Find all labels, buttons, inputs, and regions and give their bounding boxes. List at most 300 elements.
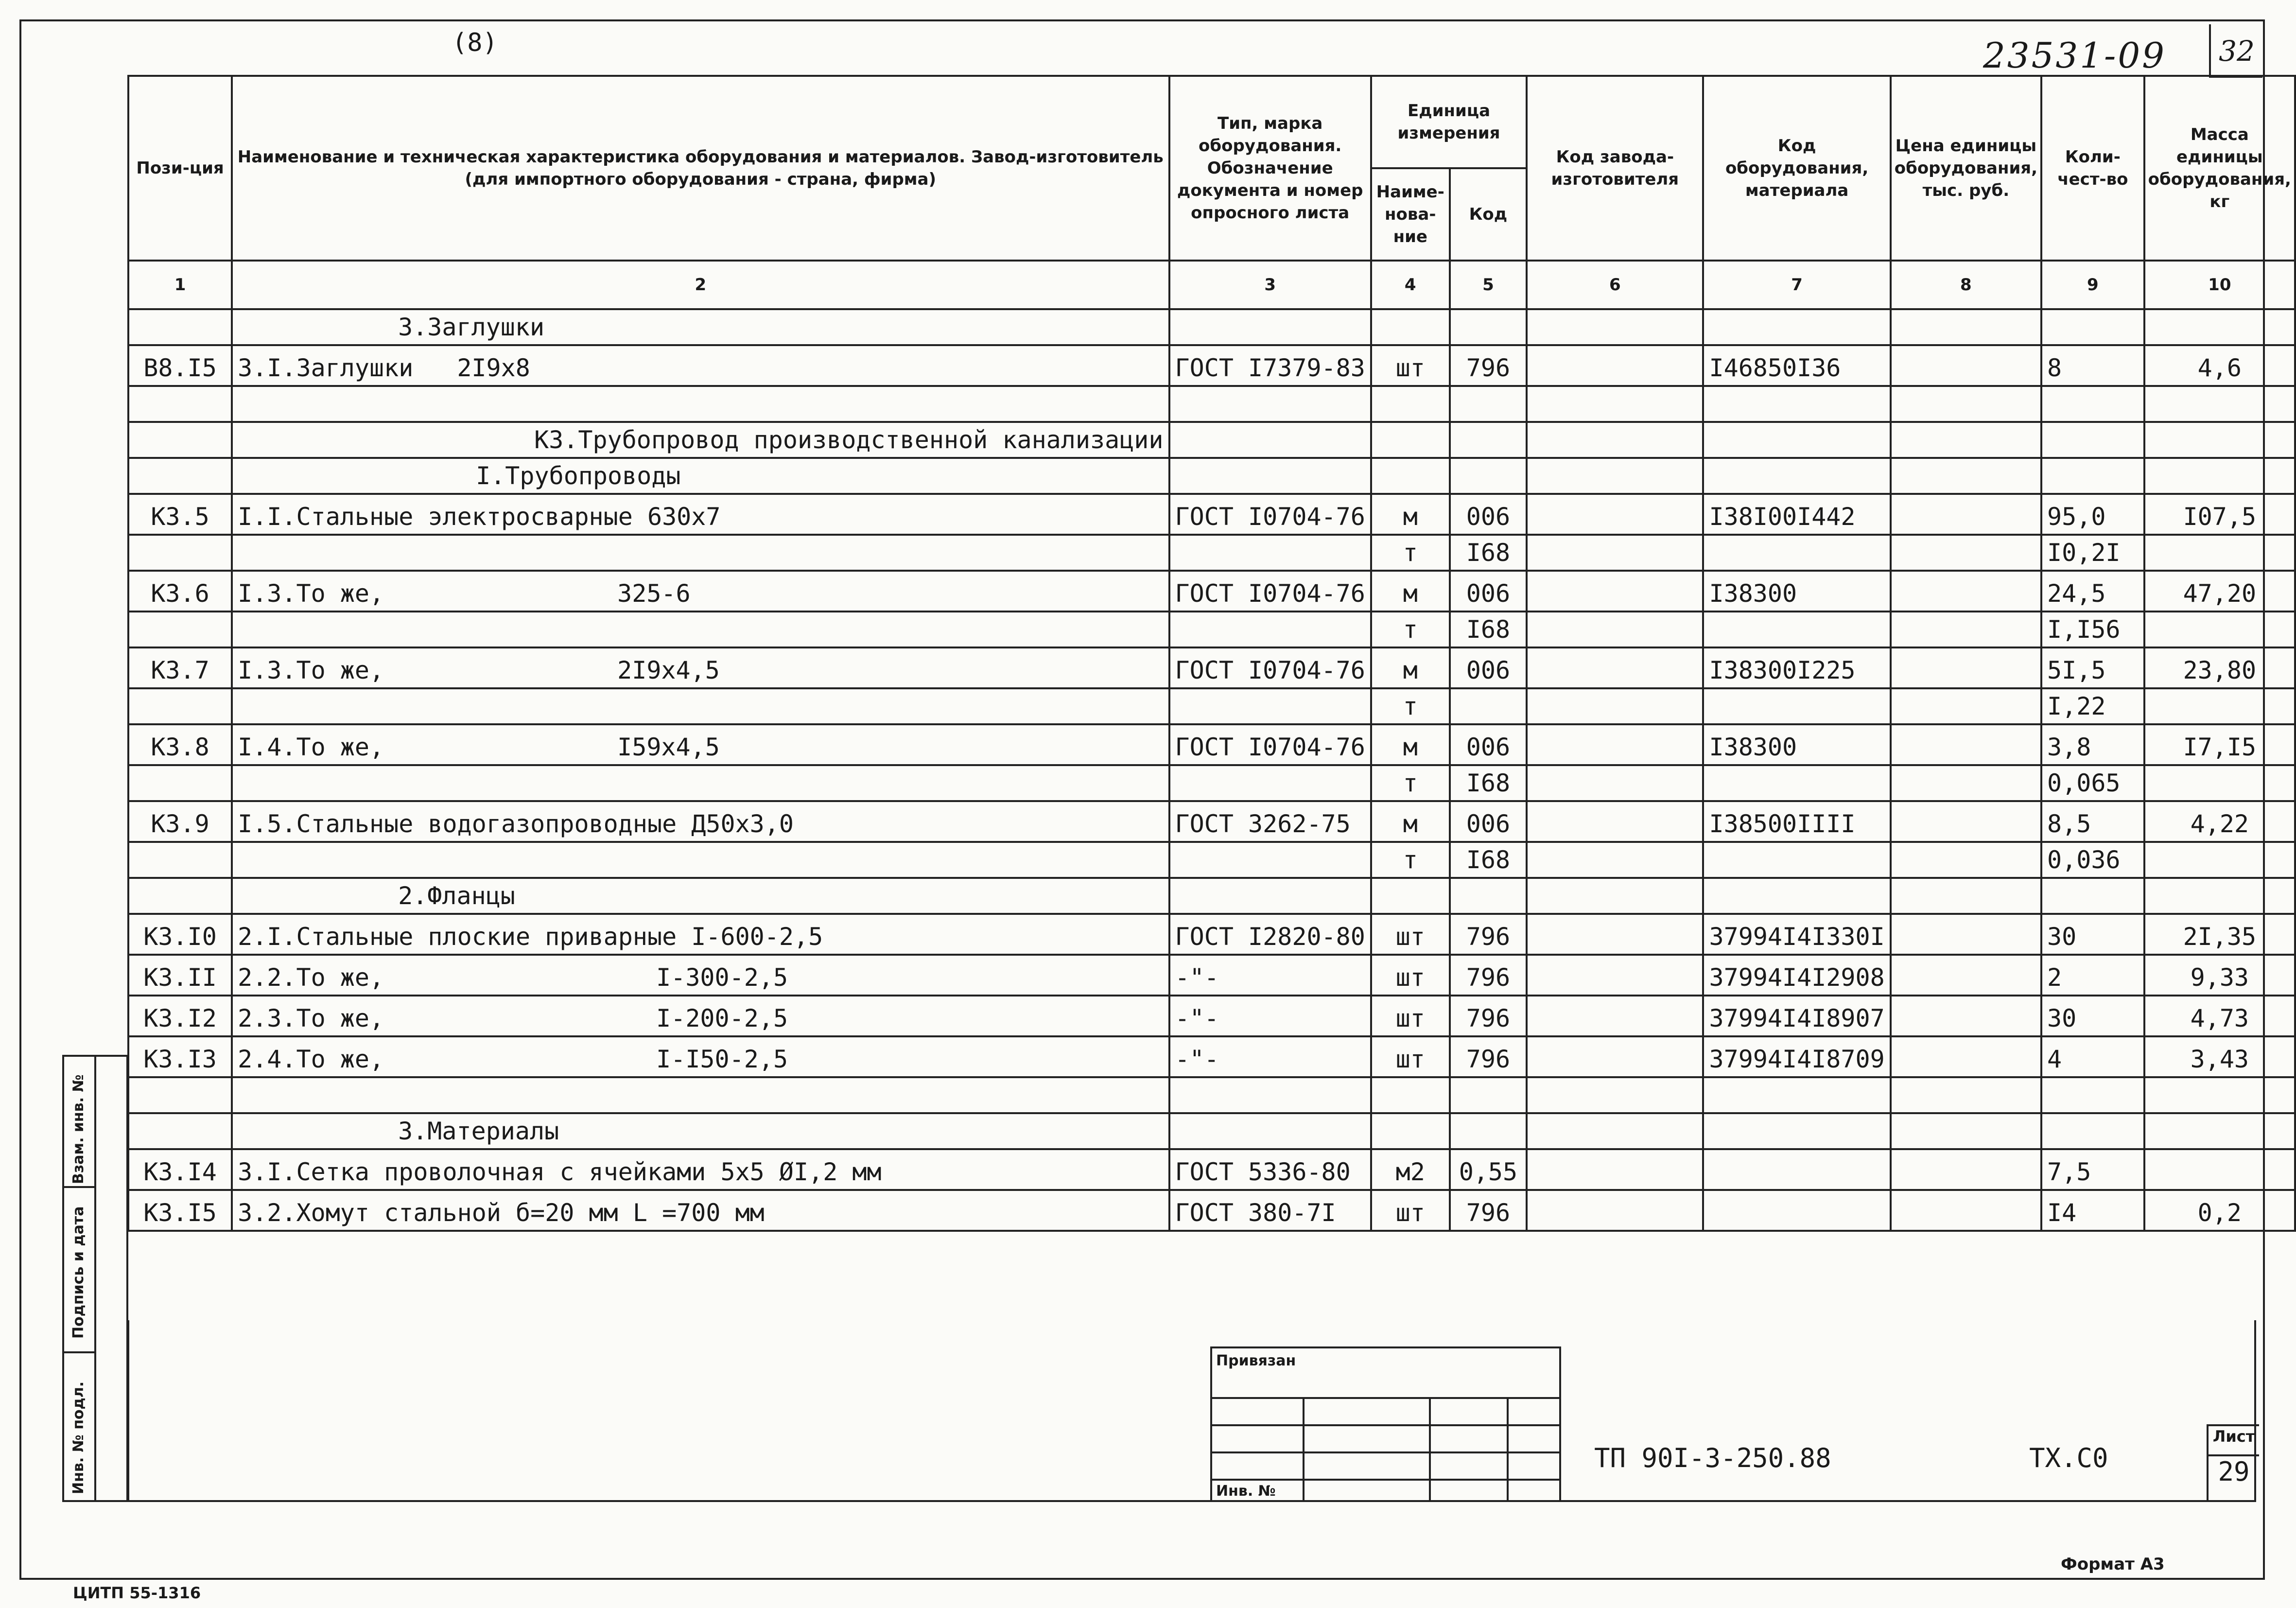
- col-header-factory-code: Код завода-изготовителя: [1527, 76, 1703, 261]
- table-row: [128, 345, 2295, 386]
- empty-cell: [2041, 1113, 2144, 1149]
- empty-cell: [1527, 878, 1703, 914]
- position-cell: К3.I2: [128, 996, 232, 1036]
- price-cell: [1891, 765, 2041, 801]
- col-number: 8: [1891, 261, 2041, 309]
- type-cell: ГОСТ I0704-76: [1169, 647, 1371, 688]
- empty-cell: [1891, 422, 2041, 458]
- empty-cell: [1703, 386, 1890, 422]
- position-cell: В8.I5: [128, 345, 232, 386]
- empty-cell: [2041, 386, 2144, 422]
- empty-cell: [1169, 309, 1371, 345]
- type-cell: -"-: [1169, 955, 1371, 996]
- position-cell: [128, 535, 232, 571]
- unit-name-cell: т: [1371, 842, 1450, 878]
- col-number: 4: [1371, 261, 1450, 309]
- empty-cell: [2041, 458, 2144, 494]
- sheet-label: Лист: [2209, 1427, 2259, 1456]
- price-cell: [1891, 1149, 2041, 1190]
- mass-cell: 3,43: [2144, 1036, 2295, 1077]
- unit-code-cell: I68: [1450, 612, 1527, 647]
- empty-cell: [1891, 878, 2041, 914]
- empty-cell: [1891, 1077, 2041, 1113]
- table-row: [128, 386, 2295, 422]
- table-row: [128, 1149, 2295, 1190]
- col-header-mass: Масса единицы оборудования, кг: [2144, 76, 2295, 261]
- position-cell: К3.I0: [128, 914, 232, 955]
- empty-cell: [1527, 1113, 1703, 1149]
- material-code-cell: [1703, 535, 1890, 571]
- section-heading: I.Трубопроводы: [232, 458, 1169, 494]
- col-header-material-code: Код оборудования, материала: [1703, 76, 1890, 261]
- unit-name-cell: т: [1371, 688, 1450, 724]
- position-cell: [128, 612, 232, 647]
- label-inv-original: Инв. № подл.: [70, 1381, 87, 1494]
- col-header-unit-name: Наиме-нова-ние: [1371, 168, 1450, 261]
- empty-cell: [1371, 458, 1450, 494]
- empty-cell: [2144, 458, 2295, 494]
- price-cell: [1891, 345, 2041, 386]
- section-heading: 3.Материалы: [232, 1113, 1169, 1149]
- quantity-cell: I4: [2041, 1190, 2144, 1231]
- quantity-cell: 8,5: [2041, 801, 2144, 842]
- empty-cell: [232, 386, 1169, 422]
- quantity-cell: 2: [2041, 955, 2144, 996]
- mass-cell: [2144, 688, 2295, 724]
- strip-divider: [94, 1057, 96, 1500]
- name-cell: [232, 801, 1169, 842]
- item-size: 325-6: [617, 579, 691, 608]
- col-number: 5: [1450, 261, 1527, 309]
- col-number: 6: [1527, 261, 1703, 309]
- empty-cell: [128, 1077, 232, 1113]
- quantity-cell: 30: [2041, 996, 2144, 1036]
- price-cell: [1891, 724, 2041, 765]
- empty-cell: [1450, 458, 1527, 494]
- quantity-cell: 30: [2041, 914, 2144, 955]
- quantity-cell: I,22: [2041, 688, 2144, 724]
- table-row: [128, 571, 2295, 612]
- table-row: [128, 1036, 2295, 1077]
- factory-code-cell: [1527, 914, 1703, 955]
- item-size: I-200-2,5: [656, 1004, 788, 1032]
- stamp-bound-label: Привязан: [1216, 1352, 1296, 1369]
- mass-cell: 4,22: [2144, 801, 2295, 842]
- table-row: [128, 996, 2295, 1036]
- position-cell: К3.II: [128, 955, 232, 996]
- position-cell: К3.I3: [128, 1036, 232, 1077]
- col-number: 10: [2144, 261, 2295, 309]
- empty-cell: [2144, 386, 2295, 422]
- type-cell: -"-: [1169, 996, 1371, 1036]
- empty-cell: [1450, 386, 1527, 422]
- type-cell: [1169, 688, 1371, 724]
- col-number: 7: [1703, 261, 1890, 309]
- mass-cell: 23,80: [2144, 647, 2295, 688]
- unit-code-cell: 0,55: [1450, 1149, 1527, 1190]
- col-header-position: Пози-ция: [128, 76, 232, 261]
- position-cell: [128, 842, 232, 878]
- mass-cell: 4,73: [2144, 996, 2295, 1036]
- unit-code-cell: 796: [1450, 1190, 1527, 1231]
- empty-cell: [1371, 1077, 1450, 1113]
- name-cell: [232, 571, 1169, 612]
- mass-cell: I07,5: [2144, 494, 2295, 535]
- empty-cell: [1371, 422, 1450, 458]
- cipt-label: ЦИТП 55-1316: [73, 1584, 201, 1602]
- type-cell: [1169, 612, 1371, 647]
- price-cell: [1891, 612, 2041, 647]
- factory-code-cell: [1527, 1036, 1703, 1077]
- empty-cell: [1450, 878, 1527, 914]
- col-number: 2: [232, 261, 1169, 309]
- name-cell: [232, 494, 1169, 535]
- material-code-cell: I38300: [1703, 571, 1890, 612]
- unit-name-cell: шт: [1371, 1190, 1450, 1231]
- type-cell: [1169, 842, 1371, 878]
- empty-cell: [1891, 386, 2041, 422]
- type-cell: ГОСТ 3262-75: [1169, 801, 1371, 842]
- table-row: [128, 914, 2295, 955]
- item-name: 2.2.То же,: [238, 963, 384, 992]
- name-cell: [232, 955, 1169, 996]
- position-cell: К3.6: [128, 571, 232, 612]
- position-cell: К3.8: [128, 724, 232, 765]
- empty-cell: [1527, 386, 1703, 422]
- unit-code-cell: 796: [1450, 914, 1527, 955]
- empty-cell: [128, 422, 232, 458]
- mass-cell: [2144, 765, 2295, 801]
- price-cell: [1891, 801, 2041, 842]
- empty-cell: [1891, 1113, 2041, 1149]
- empty-cell: [232, 1077, 1169, 1113]
- position-cell: [128, 688, 232, 724]
- empty-cell: [2041, 309, 2144, 345]
- table-row: [128, 765, 2295, 801]
- empty-cell: [2144, 422, 2295, 458]
- price-cell: [1891, 955, 2041, 996]
- price-cell: [1891, 494, 2041, 535]
- col-number: 3: [1169, 261, 1371, 309]
- factory-code-cell: [1527, 494, 1703, 535]
- name-cell: [232, 647, 1169, 688]
- col-header-unit-group: Единица измерения: [1371, 76, 1527, 168]
- empty-cell: [2041, 878, 2144, 914]
- name-cell: [232, 1149, 1169, 1190]
- factory-code-cell: [1527, 724, 1703, 765]
- table-row: [128, 688, 2295, 724]
- empty-cell: [128, 458, 232, 494]
- factory-code-cell: [1527, 1149, 1703, 1190]
- col-header-type: Тип, марка оборудования. Обозначение документа и номер опросного листа: [1169, 76, 1371, 261]
- price-cell: [1891, 1190, 2041, 1231]
- col-header-price: Цена единицы оборудования, тыс. руб.: [1891, 76, 2041, 261]
- unit-name-cell: шт: [1371, 996, 1450, 1036]
- type-cell: -"-: [1169, 1036, 1371, 1077]
- empty-cell: [1891, 458, 2041, 494]
- stamp-vline: [1507, 1397, 1509, 1502]
- empty-cell: [1450, 1113, 1527, 1149]
- binding-stamp: [1210, 1346, 1561, 1502]
- empty-cell: [1703, 309, 1890, 345]
- empty-cell: [1169, 458, 1371, 494]
- stamp-vline: [1429, 1397, 1431, 1502]
- table-row: [128, 955, 2295, 996]
- name-cell: [232, 1190, 1169, 1231]
- unit-name-cell: м: [1371, 494, 1450, 535]
- item-name: I.I.Стальные электросварные 630x7: [238, 503, 721, 531]
- table-row: [128, 1077, 2295, 1113]
- unit-code-cell: I68: [1450, 535, 1527, 571]
- item-name: I.3.То же,: [238, 579, 384, 608]
- quantity-cell: 0,065: [2041, 765, 2144, 801]
- material-code-cell: [1703, 688, 1890, 724]
- item-name: 3.I.Заглушки: [238, 354, 414, 382]
- price-cell: [1891, 1036, 2041, 1077]
- price-cell: [1891, 688, 2041, 724]
- empty-cell: [1169, 1077, 1371, 1113]
- empty-cell: [1703, 878, 1890, 914]
- unit-code-cell: 006: [1450, 801, 1527, 842]
- unit-name-cell: м: [1371, 724, 1450, 765]
- type-cell: ГОСТ I0704-76: [1169, 724, 1371, 765]
- document-section: ТХ.С0: [2029, 1443, 2108, 1473]
- name-cell: [232, 842, 1169, 878]
- material-code-cell: [1703, 765, 1890, 801]
- material-code-cell: [1703, 1149, 1890, 1190]
- quantity-cell: 4: [2041, 1036, 2144, 1077]
- mass-cell: 47,20: [2144, 571, 2295, 612]
- empty-cell: [1450, 422, 1527, 458]
- quantity-cell: I,I56: [2041, 612, 2144, 647]
- type-cell: ГОСТ I0704-76: [1169, 494, 1371, 535]
- empty-cell: [2041, 1077, 2144, 1113]
- empty-cell: [1450, 1077, 1527, 1113]
- position-cell: [128, 765, 232, 801]
- unit-name-cell: т: [1371, 612, 1450, 647]
- unit-code-cell: 796: [1450, 345, 1527, 386]
- factory-code-cell: [1527, 647, 1703, 688]
- quantity-cell: 0,036: [2041, 842, 2144, 878]
- label-sign-date: Подпись и дата: [70, 1206, 87, 1339]
- position-cell: К3.I5: [128, 1190, 232, 1231]
- table-row: [128, 458, 2295, 494]
- factory-code-cell: [1527, 996, 1703, 1036]
- specification-table: [127, 75, 2296, 1232]
- name-cell: [232, 1036, 1169, 1077]
- mass-cell: 0,2: [2144, 1190, 2295, 1231]
- material-code-cell: 37994I4I8709: [1703, 1036, 1890, 1077]
- factory-code-cell: [1527, 571, 1703, 612]
- empty-cell: [1891, 309, 2041, 345]
- material-code-cell: [1703, 1190, 1890, 1231]
- table-row: [128, 494, 2295, 535]
- empty-cell: [1169, 878, 1371, 914]
- empty-cell: [1527, 458, 1703, 494]
- col-header-quantity: Коли-чест-во: [2041, 76, 2144, 261]
- price-cell: [1891, 647, 2041, 688]
- mass-cell: [2144, 612, 2295, 647]
- factory-code-cell: [1527, 535, 1703, 571]
- item-name: I.4.То же,: [238, 733, 384, 761]
- title-area: [127, 1320, 2256, 1502]
- quantity-cell: 7,5: [2041, 1149, 2144, 1190]
- item-name: 2.I.Стальные плоские приварные I-600-2,5: [238, 923, 823, 951]
- factory-code-cell: [1527, 842, 1703, 878]
- item-size: 2I9x4,5: [617, 656, 720, 684]
- page-corner-number: 32: [2209, 24, 2262, 78]
- material-code-cell: [1703, 612, 1890, 647]
- item-name: I.5.Стальные водогазопроводные Д50x3,0: [238, 810, 794, 838]
- material-code-cell: I38300I225: [1703, 647, 1890, 688]
- item-name: 3.I.Сетка проволочная с ячейками 5x5 ØI,2 мм: [238, 1158, 882, 1186]
- section-heading: 3.Заглушки: [232, 309, 1169, 345]
- table-row: [128, 309, 2295, 345]
- unit-code-cell: [1450, 688, 1527, 724]
- quantity-cell: I0,2I: [2041, 535, 2144, 571]
- mass-cell: 4,6: [2144, 345, 2295, 386]
- position-cell: К3.I4: [128, 1149, 232, 1190]
- name-cell: [232, 914, 1169, 955]
- price-cell: [1891, 842, 2041, 878]
- stamp-vline: [1303, 1397, 1305, 1502]
- column-number-row: [128, 261, 2295, 309]
- name-cell: [232, 345, 1169, 386]
- sheet-box: [2207, 1424, 2259, 1502]
- col-header-unit-code: Код: [1450, 168, 1527, 261]
- unit-code-cell: 006: [1450, 647, 1527, 688]
- left-signature-strip: [62, 1055, 128, 1502]
- table-row: [128, 878, 2295, 914]
- material-code-cell: I38I00I442: [1703, 494, 1890, 535]
- item-name: 2.4.То же,: [238, 1045, 384, 1073]
- unit-name-cell: м: [1371, 801, 1450, 842]
- table-row: [128, 535, 2295, 571]
- unit-code-cell: 796: [1450, 955, 1527, 996]
- empty-cell: [128, 1113, 232, 1149]
- empty-cell: [2041, 422, 2144, 458]
- item-name: I.3.То же,: [238, 656, 384, 684]
- empty-cell: [1527, 422, 1703, 458]
- material-code-cell: I38500IIII: [1703, 801, 1890, 842]
- empty-cell: [128, 309, 232, 345]
- quantity-cell: 24,5: [2041, 571, 2144, 612]
- unit-code-cell: 006: [1450, 494, 1527, 535]
- document-number: ТП 90I-3-250.88: [1594, 1443, 1831, 1473]
- unit-name-cell: м: [1371, 571, 1450, 612]
- mass-cell: [2144, 535, 2295, 571]
- price-cell: [1891, 535, 2041, 571]
- type-cell: [1169, 535, 1371, 571]
- table-row: [128, 647, 2295, 688]
- name-cell: [232, 612, 1169, 647]
- sheet-marker: (8): [452, 28, 498, 57]
- factory-code-cell: [1527, 345, 1703, 386]
- name-cell: [232, 688, 1169, 724]
- empty-cell: [2144, 309, 2295, 345]
- unit-name-cell: шт: [1371, 955, 1450, 996]
- factory-code-cell: [1527, 688, 1703, 724]
- empty-cell: [1703, 1077, 1890, 1113]
- label-inv-replaced: Взам. инв. №: [70, 1074, 87, 1184]
- unit-code-cell: 006: [1450, 724, 1527, 765]
- material-code-cell: 37994I4I8907: [1703, 996, 1890, 1036]
- item-name: 3.2.Хомут стальной б=20 мм L =700 мм: [238, 1199, 765, 1227]
- type-cell: ГОСТ I7379-83: [1169, 345, 1371, 386]
- empty-cell: [1169, 422, 1371, 458]
- mass-cell: I7,I5: [2144, 724, 2295, 765]
- empty-cell: [1371, 386, 1450, 422]
- unit-name-cell: т: [1371, 765, 1450, 801]
- price-cell: [1891, 996, 2041, 1036]
- type-cell: ГОСТ I2820-80: [1169, 914, 1371, 955]
- position-cell: К3.5: [128, 494, 232, 535]
- unit-name-cell: м: [1371, 647, 1450, 688]
- table-row: [128, 842, 2295, 878]
- unit-name-cell: м2: [1371, 1149, 1450, 1190]
- sheet-number: 29: [2218, 1456, 2250, 1487]
- col-number: 9: [2041, 261, 2144, 309]
- table-row: [128, 801, 2295, 842]
- empty-cell: [1169, 1113, 1371, 1149]
- empty-cell: [1371, 878, 1450, 914]
- item-name: 2.3.То же,: [238, 1004, 384, 1032]
- unit-name-cell: шт: [1371, 345, 1450, 386]
- quantity-cell: 8: [2041, 345, 2144, 386]
- name-cell: [232, 535, 1169, 571]
- table-row: [128, 1190, 2295, 1231]
- material-code-cell: 37994I4I2908: [1703, 955, 1890, 996]
- material-code-cell: I46850I36: [1703, 345, 1890, 386]
- factory-code-cell: [1527, 801, 1703, 842]
- mass-cell: [2144, 842, 2295, 878]
- quantity-cell: 5I,5: [2041, 647, 2144, 688]
- empty-cell: [1450, 309, 1527, 345]
- empty-cell: [1169, 386, 1371, 422]
- handwritten-number: 23531-09: [1983, 35, 2166, 76]
- price-cell: [1891, 914, 2041, 955]
- unit-code-cell: 006: [1450, 571, 1527, 612]
- position-cell: К3.7: [128, 647, 232, 688]
- unit-code-cell: 796: [1450, 996, 1527, 1036]
- empty-cell: [1527, 1077, 1703, 1113]
- unit-name-cell: шт: [1371, 1036, 1450, 1077]
- factory-code-cell: [1527, 612, 1703, 647]
- material-code-cell: [1703, 842, 1890, 878]
- section-heading: 2.Фланцы: [232, 878, 1169, 914]
- mass-cell: 2I,35: [2144, 914, 2295, 955]
- quantity-cell: 95,0: [2041, 494, 2144, 535]
- empty-cell: [1703, 422, 1890, 458]
- item-size: 2I9x8: [457, 354, 530, 382]
- item-size: I-300-2,5: [656, 963, 788, 992]
- factory-code-cell: [1527, 955, 1703, 996]
- name-cell: [232, 724, 1169, 765]
- position-cell: К3.9: [128, 801, 232, 842]
- empty-cell: [1703, 458, 1890, 494]
- unit-code-cell: 796: [1450, 1036, 1527, 1077]
- type-cell: [1169, 765, 1371, 801]
- material-code-cell: 37994I4I330I: [1703, 914, 1890, 955]
- table-row: [128, 612, 2295, 647]
- item-size: I59x4,5: [617, 733, 720, 761]
- mass-cell: 9,33: [2144, 955, 2295, 996]
- price-cell: [1891, 571, 2041, 612]
- factory-code-cell: [1527, 1190, 1703, 1231]
- type-cell: ГОСТ 5336-80: [1169, 1149, 1371, 1190]
- type-cell: ГОСТ I0704-76: [1169, 571, 1371, 612]
- empty-cell: [2144, 1113, 2295, 1149]
